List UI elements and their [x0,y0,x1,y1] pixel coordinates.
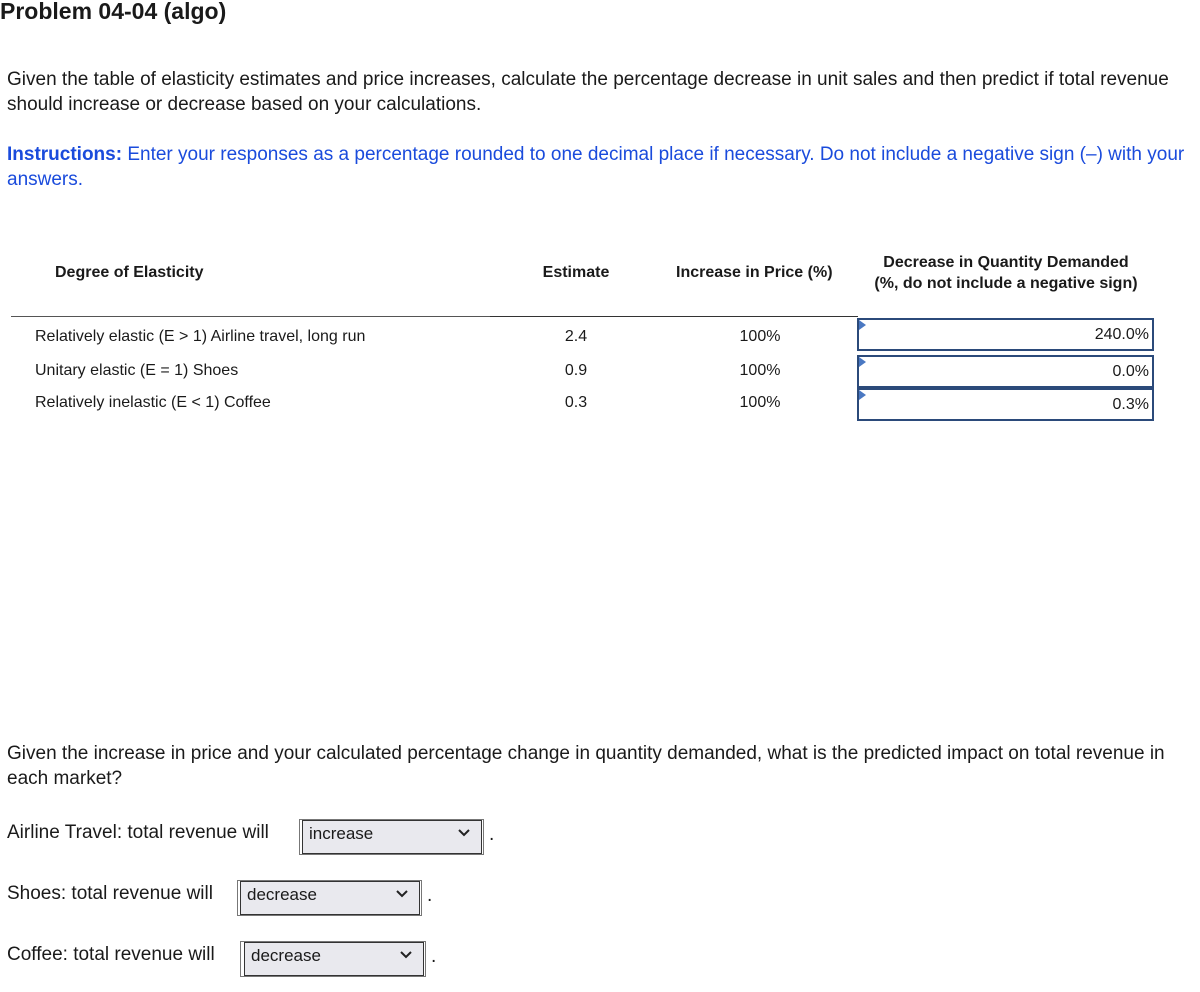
shoes-revenue-selected: decrease [247,885,317,904]
coffee-revenue-selected: decrease [251,946,321,965]
chevron-down-icon [399,948,413,962]
header-decrease-line2: (%, do not include a negative sign) [874,275,1138,292]
period: . [431,946,437,967]
revenue-question: Given the increase in price and your calculated percentage change in quantity demanded, what is the predicted impact on total revenue in each market? [7,743,1165,789]
row-estimate: 2.4 [564,328,588,345]
answer-input-shoes[interactable] [859,357,1152,386]
header-increase-price: Increase in Price (%) [676,264,833,281]
answer-box-coffee [857,388,1154,421]
answer-box-shoes [857,355,1154,388]
row-estimate: 0.9 [564,362,588,379]
instructions [7,142,1192,192]
row-degree: Relatively elastic (E > 1) Airline travel, long run [35,328,366,345]
answer-input-airline[interactable] [859,320,1152,349]
chevron-down-icon [457,826,471,840]
coffee-revenue-select[interactable] [244,942,424,976]
period: . [489,824,495,845]
period: . [427,885,433,906]
row-increase: 100% [739,394,781,411]
instructions-text: Enter your responses as a percentage rounded to one decimal place if necessary. Do not include a negative sign (–) with your answers. [7,144,1185,190]
shoes-revenue-label: Shoes: total revenue will [7,883,213,904]
airline-revenue-selected: increase [309,824,374,843]
row-degree: Unitary elastic (E = 1) Shoes [35,362,239,379]
header-degree: Degree of Elasticity [55,264,204,281]
row-increase: 100% [739,362,781,379]
problem-description: Given the table of elasticity estimates and price increases, calculate the percentage decrease in unit sales and then predict if total revenue should increase or decrease based on your calculations. [7,69,1169,115]
airline-revenue-label: Airline Travel: total revenue will [7,822,269,843]
page-title: Problem 04-04 (algo) [0,0,227,24]
airline-revenue-select[interactable] [302,820,482,854]
shoes-revenue-select[interactable] [240,881,420,915]
answer-box-airline [857,318,1154,351]
header-estimate: Estimate [542,264,610,281]
row-degree: Relatively inelastic (E < 1) Coffee [35,394,271,411]
header-decrease-line1: Decrease in Quantity Demanded [883,254,1129,271]
row-increase: 100% [739,328,781,345]
answer-input-coffee[interactable] [859,390,1152,419]
chevron-down-icon [395,887,409,901]
coffee-revenue-label: Coffee: total revenue will [7,944,215,965]
instructions-label: Instructions: [7,144,123,165]
table-header-divider-right [490,316,858,317]
row-estimate: 0.3 [564,394,588,411]
